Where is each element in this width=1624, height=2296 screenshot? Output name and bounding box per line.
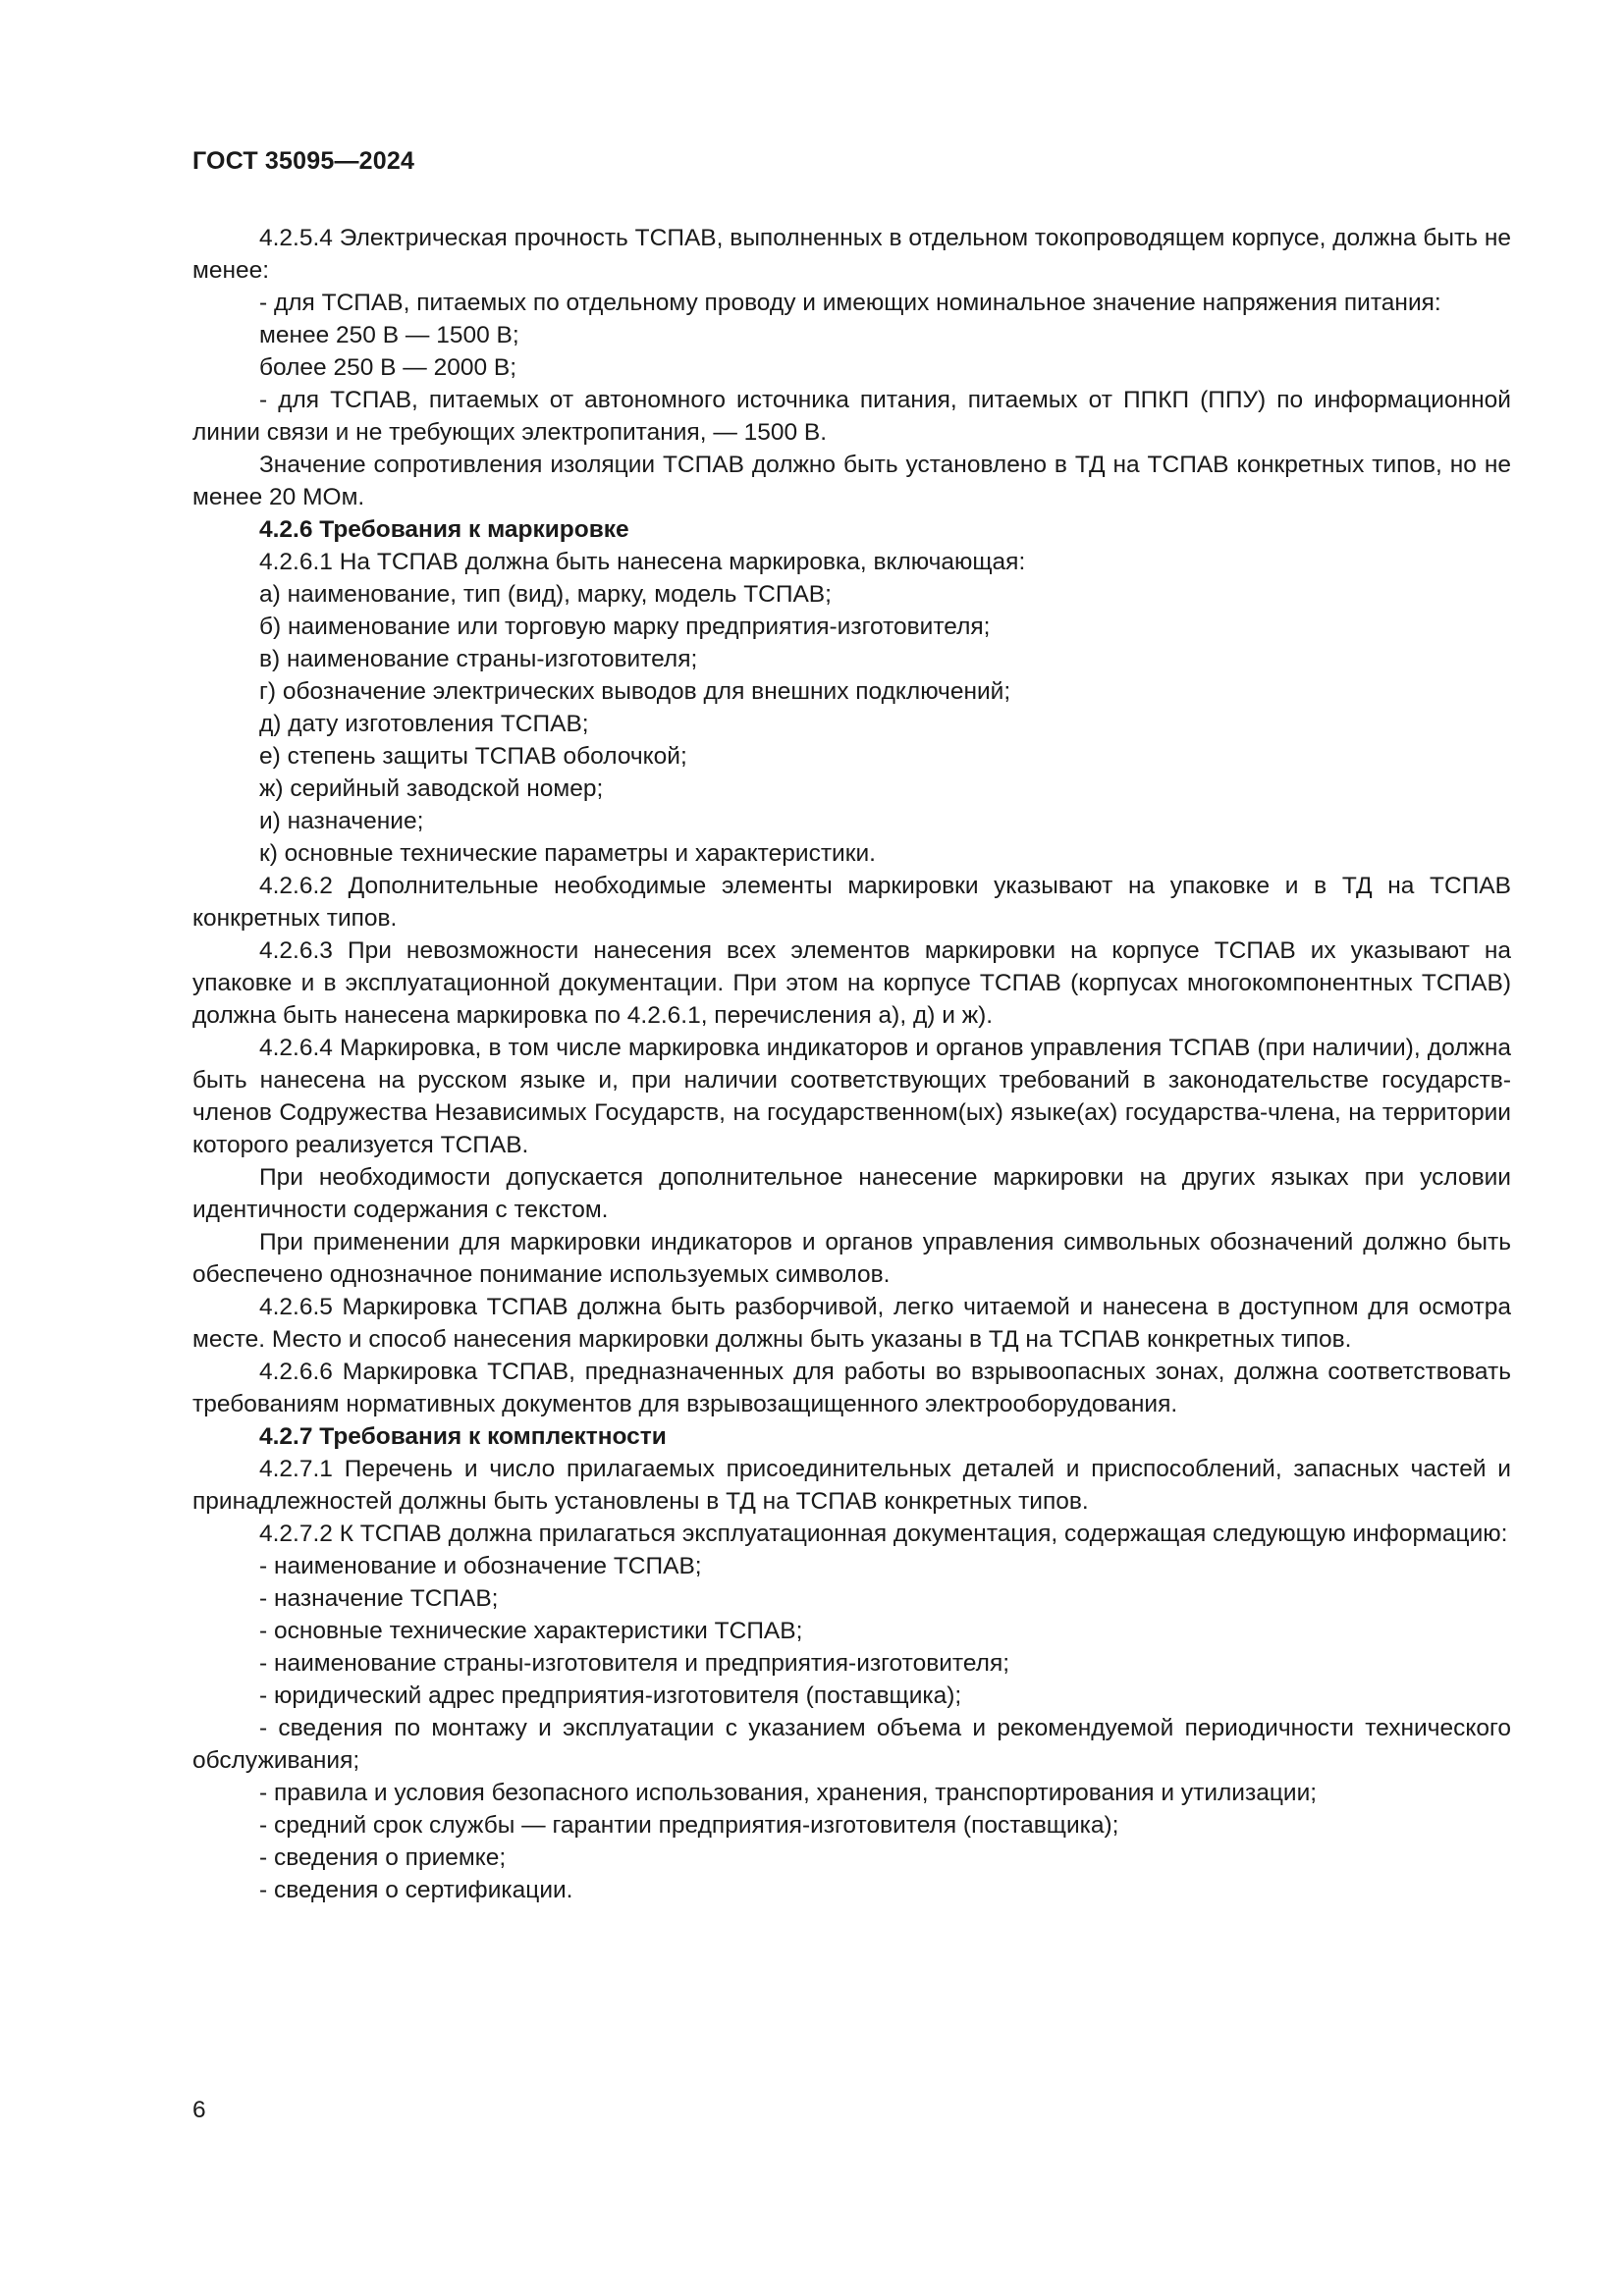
- paragraph: - сведения по монтажу и эксплуатации с указанием объема и рекомендуемой периодичности технического обслуживания;: [192, 1715, 1511, 1774]
- paragraph: Значение сопротивления изоляции ТСПАВ должно быть установлено в ТД на ТСПАВ конкретных типов, но не менее 20 МОм.: [192, 452, 1511, 510]
- paragraph: 4.2.6.3 При невозможности нанесения всех элементов маркировки на корпусе ТСПАВ их указывают на упаковке и в эксплуатационной документации. При этом на корпусе ТСПАВ (корпусах многокомпонентных ТСПАВ) должна быть нанесена маркировка по 4.2.6.1, перечисления а), д) и ж).: [192, 937, 1511, 1029]
- paragraph: 4.2.7.2 К ТСПАВ должна прилагаться эксплуатационная документация, содержащая следующую информацию:: [259, 1521, 1508, 1547]
- paragraph: - сведения о сертификации.: [259, 1877, 573, 1903]
- paragraph: более 250 В — 2000 В;: [259, 354, 517, 381]
- paragraph: 4.2.5.4 Электрическая прочность ТСПАВ, выполненных в отдельном токопроводящем корпусе, должна быть не менее:: [192, 225, 1511, 284]
- paragraph: а) наименование, тип (вид), марку, модель ТСПАВ;: [259, 581, 832, 608]
- paragraph: - средний срок службы — гарантии предприятия-изготовителя (поставщика);: [259, 1812, 1119, 1839]
- paragraph: менее 250 В — 1500 В;: [259, 322, 519, 348]
- paragraph: При необходимости допускается дополнительное нанесение маркировки на других языках при условии идентичности содержания с текстом.: [192, 1164, 1511, 1223]
- paragraph: - наименование страны-изготовителя и предприятия-изготовителя;: [259, 1650, 1010, 1677]
- document-header: ГОСТ 35095—2024: [192, 147, 415, 175]
- paragraph: - для ТСПАВ, питаемых от автономного источника питания, питаемых от ППКП (ППУ) по информационной линии связи и не требующих электропитания, — 1500 В.: [192, 387, 1511, 446]
- paragraph: - назначение ТСПАВ;: [259, 1585, 499, 1612]
- paragraph: к) основные технические параметры и характеристики.: [259, 840, 876, 867]
- paragraph: При применении для маркировки индикаторов и органов управления символьных обозначений должно быть обеспечено однозначное понимание используемых символов.: [192, 1229, 1511, 1288]
- paragraph: 4.2.6.5 Маркировка ТСПАВ должна быть разборчивой, легко читаемой и нанесена в доступном для осмотра месте. Место и способ нанесения маркировки должны быть указаны в ТД на ТСПАВ конкретных типов.: [192, 1294, 1511, 1353]
- paragraph: в) наименование страны-изготовителя;: [259, 646, 698, 672]
- paragraph: - сведения о приемке;: [259, 1844, 507, 1871]
- section-heading: 4.2.6 Требования к маркировке: [259, 516, 629, 543]
- paragraph: и) назначение;: [259, 808, 424, 834]
- paragraph: 4.2.6.2 Дополнительные необходимые элементы маркировки указывают на упаковке и в ТД на ТСПАВ конкретных типов.: [192, 873, 1511, 932]
- paragraph: - основные технические характеристики ТСПАВ;: [259, 1618, 803, 1644]
- paragraph: 4.2.6.6 Маркировка ТСПАВ, предназначенных для работы во взрывоопасных зонах, должна соответствовать требованиям нормативных документов для взрывозащищенного электрооборудования.: [192, 1359, 1511, 1417]
- paragraph: 4.2.6.1 На ТСПАВ должна быть нанесена маркировка, включающая:: [259, 549, 1026, 575]
- paragraph: - наименование и обозначение ТСПАВ;: [259, 1553, 702, 1579]
- paragraph: - для ТСПАВ, питаемых по отдельному проводу и имеющих номинальное значение напряжения питания:: [259, 290, 1441, 316]
- paragraph: 4.2.6.4 Маркировка, в том числе маркировка индикаторов и органов управления ТСПАВ (при наличии), должна быть нанесена на русском языке и, при наличии соответствующих требований в законодательстве государств-членов Содружества Независимых Государств, на государственном(ых) языке(ах) государства-члена, на территории которого реализуется ТСПАВ.: [192, 1035, 1511, 1158]
- paragraph: г) обозначение электрических выводов для внешних подключений;: [259, 678, 1011, 705]
- paragraph: ж) серийный заводской номер;: [259, 775, 604, 802]
- section-heading: 4.2.7 Требования к комплектности: [259, 1423, 667, 1450]
- paragraph: - юридический адрес предприятия-изготовителя (поставщика);: [259, 1682, 962, 1709]
- paragraph: 4.2.7.1 Перечень и число прилагаемых присоединительных деталей и приспособлений, запасных частей и принадлежностей должны быть установлены в ТД на ТСПАВ конкретных типов.: [192, 1456, 1511, 1515]
- paragraph: е) степень защиты ТСПАВ оболочкой;: [259, 743, 687, 770]
- paragraph: д) дату изготовления ТСПАВ;: [259, 711, 589, 737]
- paragraph: - правила и условия безопасного использования, хранения, транспортирования и утилизации;: [259, 1780, 1318, 1806]
- paragraph: б) наименование или торговую марку предприятия-изготовителя;: [259, 614, 991, 640]
- document-body: [192, 222, 1511, 1906]
- page-number: 6: [192, 2097, 206, 2123]
